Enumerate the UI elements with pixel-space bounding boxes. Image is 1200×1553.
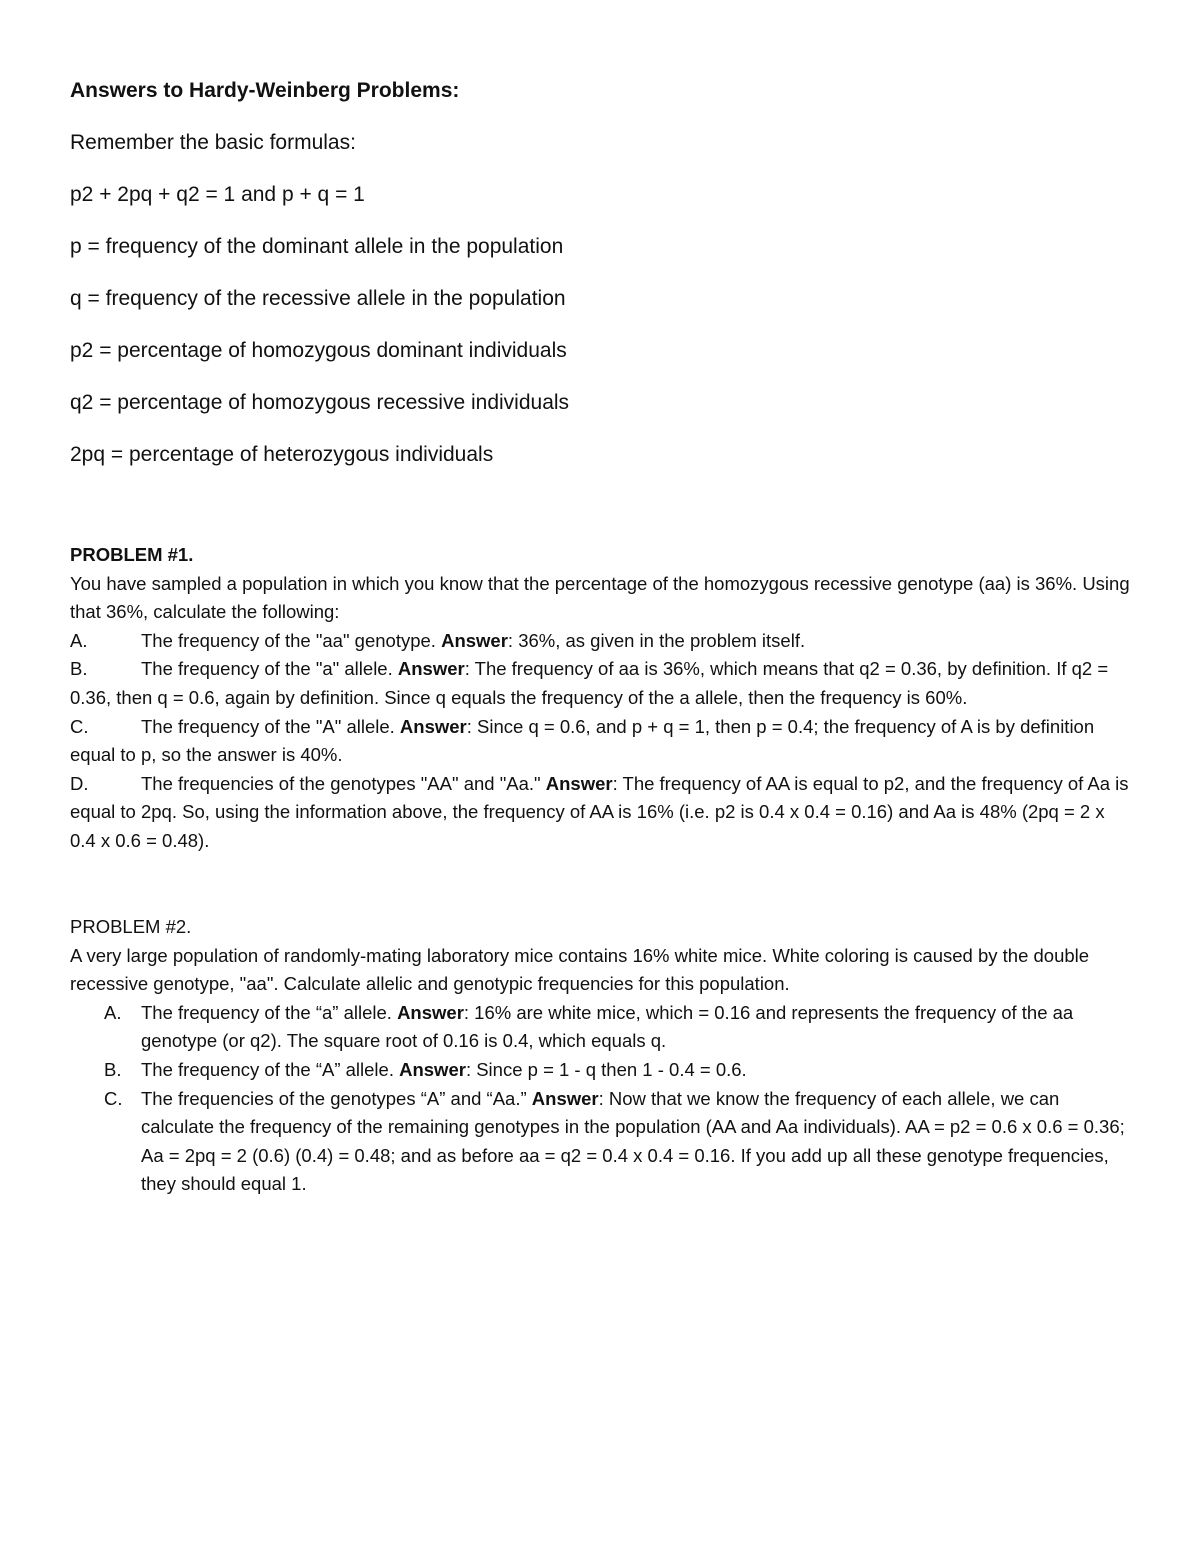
item-question: The frequency of the "A" allele. bbox=[141, 715, 400, 737]
item-letter: B. bbox=[70, 658, 88, 680]
problem-2-item-b bbox=[70, 1056, 1135, 1085]
problem-1-item-b bbox=[70, 655, 1135, 712]
item-letter: A. bbox=[104, 1001, 122, 1023]
answer-label: Answer bbox=[545, 772, 613, 794]
item-answer: : Since p = 1 - q then 1 - 0.4 = 0.6. bbox=[465, 1058, 747, 1080]
item-question: The frequency of the "aa" genotype. bbox=[141, 629, 442, 651]
answer-label: Answer bbox=[399, 1058, 466, 1080]
item-letter: C. bbox=[70, 715, 89, 737]
item-question: The frequencies of the genotypes “A” and “Aa.” bbox=[141, 1087, 532, 1109]
item-answer: : Since q = 0.6, and p + q = 1, then p = 0.4; the frequency of A is by definition equal to p, so the answer is 40%. bbox=[70, 715, 1095, 766]
answer-label: Answer bbox=[441, 629, 508, 651]
item-question: The frequency of the “a” allele. bbox=[141, 1001, 398, 1023]
item-answer: : 36%, as given in the problem itself. bbox=[507, 629, 806, 651]
item-question: The frequency of the “A” allele. bbox=[141, 1058, 400, 1080]
item-letter: C. bbox=[104, 1087, 123, 1109]
item-answer: : The frequency of AA is equal to p2, and the frequency of Aa is equal to 2pq. So, using the information above, the frequency of AA is 16% (i.e. p2 is 0.4 x 0.4 = 0.16) and Aa is 48% (2pq = 2 x 0.4 x 0.6 = 0.48). bbox=[70, 772, 1129, 851]
item-letter: A. bbox=[70, 629, 88, 651]
problem-1-item-a bbox=[70, 627, 1135, 656]
problem-2-list bbox=[70, 999, 1135, 1199]
problem-2-heading: PROBLEM #2. bbox=[70, 916, 192, 937]
item-answer: : Now that we know the frequency of each allele, we can calculate the frequency of the remaining genotypes in the population (AA and Aa individuals). AA = p2 = 0.6 x 0.6 = 0.36; Aa = 2pq = 2 (0.6) (0.4) = 0.48; and as before aa = q2 = 0.4 x 0.4 = 0.16. If you add up all these genotype frequencies, they should equal 1. bbox=[141, 1087, 1125, 1195]
problem-2-item-c bbox=[70, 1085, 1135, 1199]
page-title: Answers to Hardy-Weinberg Problems: bbox=[70, 79, 460, 102]
problem-1-item-c bbox=[70, 713, 1135, 770]
problem-1-heading: PROBLEM #1. bbox=[70, 544, 194, 565]
item-answer: : The frequency of aa is 36%, which means that q2 = 0.36, by definition. If q2 = 0.36, then q = 0.6, again by definition. Since q equals the frequency of the a allele, then the frequency is 60%. bbox=[70, 658, 1109, 708]
answer-label: Answer bbox=[397, 658, 465, 680]
item-letter: B. bbox=[104, 1058, 122, 1080]
formula-line: p2 + 2pq + q2 = 1 and p + q = 1 bbox=[70, 183, 365, 206]
intro-remember: Remember the basic formulas: bbox=[70, 131, 356, 154]
problem-2-item-a bbox=[70, 999, 1135, 1056]
item-answer: : 16% are white mice, which = 0.16 and represents the frequency of the aa genotype (or q2). The square root of 0.16 is 0.4, which equals q. bbox=[141, 1001, 1074, 1052]
formula-line: 2pq = percentage of heterozygous individuals bbox=[70, 443, 494, 466]
answer-label: Answer bbox=[531, 1087, 599, 1109]
formula-line: p = frequency of the dominant allele in the population bbox=[70, 235, 564, 258]
problem-1-item-d bbox=[70, 770, 1135, 856]
formula-line: p2 = percentage of homozygous dominant individuals bbox=[70, 339, 567, 362]
problem-1-prompt: You have sampled a population in which you know that the percentage of the homozygous recessive genotype (aa) is 36%. Using that 36%, calculate the following: bbox=[70, 572, 1130, 623]
problem-2-prompt: A very large population of randomly-mating laboratory mice contains 16% white mice. White coloring is caused by the double recessive genotype, "aa". Calculate allelic and genotypic frequencies for this population. bbox=[70, 944, 1090, 995]
problem-2 bbox=[70, 913, 1135, 1199]
formula-line: q = frequency of the recessive allele in the population bbox=[70, 287, 566, 310]
formula-line: q2 = percentage of homozygous recessive individuals bbox=[70, 391, 570, 414]
answer-label: Answer bbox=[399, 715, 467, 737]
answer-label: Answer bbox=[397, 1001, 464, 1023]
item-letter: D. bbox=[70, 772, 89, 794]
item-question: The frequency of the "a" allele. bbox=[141, 658, 398, 680]
item-question: The frequencies of the genotypes "AA" and "Aa." bbox=[141, 772, 546, 794]
problem-1 bbox=[70, 541, 1135, 856]
